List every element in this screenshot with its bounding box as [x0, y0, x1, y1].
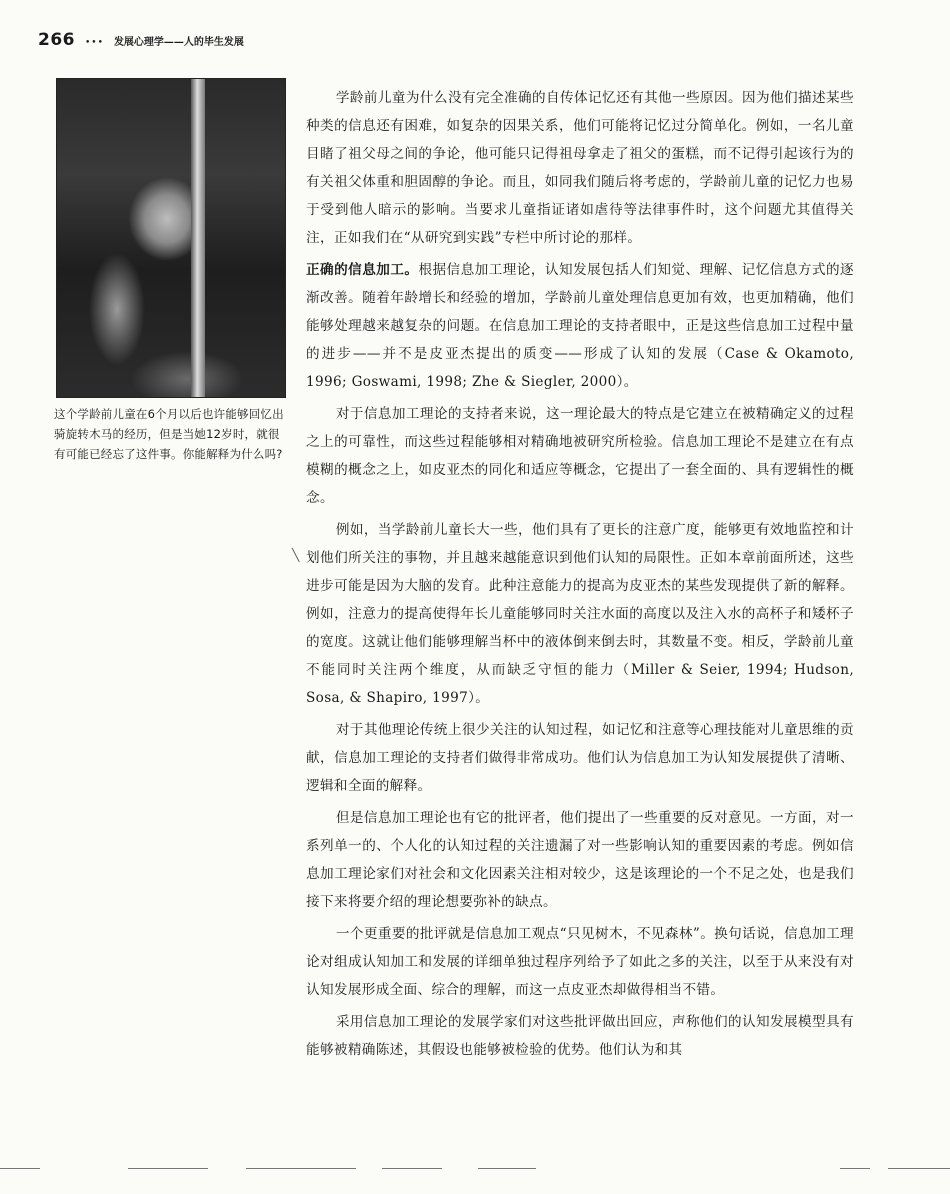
paragraph: 一个更重要的批评就是信息加工观点“只见树木，不见森林”。换句话说，信息加工理论对组成认知加工和发展的详细单独过程序列给予了如此之多的关注，以至于从来没有对认知发展形成全面、综合的理解，而这一点皮亚杰却做得相当不错。 — [306, 926, 854, 998]
scan-mark: ╲ — [292, 548, 300, 562]
footer-scan-lines — [0, 1168, 950, 1174]
paragraph: 对于信息加工理论的支持者来说，这一理论最大的特点是它建立在被精确定义的过程之上的可靠性，而这些过程能够相对精确地被研究所检验。信息加工理论不是建立在有点模糊的概念之上，如皮亚杰的同化和适应等概念，它提出了一套全面的、具有逻辑性的概念。 — [306, 406, 854, 506]
paragraph-text: 根据信息加工理论，认知发展包括人们知觉、理解、记忆信息方式的逐渐改善。随着年龄增长和经验的增加，学龄前儿童处理信息更加有效，也更加精确，他们能够处理越来越复杂的问题。在信息加工理论的支持者眼中，正是这些信息加工过程中量的进步——并不是皮亚杰提出的质变——形成了认知的发展（Case & Okamoto, 1996; Goswami, 1998; Zhe & Siegler, 2000）。 — [306, 262, 854, 390]
figure-caption: 这个学龄前儿童在6个月以后也许能够回忆出骑旋转木马的经历，但是当她12岁时，就很有可能已经忘了这件事。你能解释为什么吗? — [54, 407, 284, 461]
paragraph: 学龄前儿童为什么没有完全准确的自传体记忆还有其他一些原因。因为他们描述某些种类的信息还有困难，如复杂的因果关系，他们可能将记忆过分简单化。例如，一名儿童目睹了祖父母之间的争论，他可能只记得祖母拿走了祖父的蛋糕，而不记得引起该行为的有关祖父体重和胆固醇的争论。而且，如同我们随后将考虑的，学龄前儿童的记忆力也易于受到他人暗示的影响。当要求儿童指证诸如虐待等法律事件时，这个问题尤其值得关注，正如我们在“从研究到实践”专栏中所讨论的那样。 — [306, 90, 854, 246]
section-lead: 正确的信息加工。 — [306, 262, 419, 278]
page-number: 266 — [38, 30, 75, 50]
paragraph — [306, 256, 854, 396]
carousel-pole — [191, 79, 205, 397]
paragraph: 对于其他理论传统上很少关注的认知过程，如记忆和注意等心理技能对儿童思维的贡献，信息加工理论的支持者们做得非常成功。他们认为信息加工为认知发展提供了清晰、逻辑和全面的解释。 — [306, 722, 854, 794]
page-header — [38, 30, 244, 50]
paragraph: 采用信息加工理论的发展学家们对这些批评做出回应，声称他们的认知发展模型具有能够被精确陈述，其假设也能够被检验的优势。他们认为和其 — [306, 1014, 854, 1058]
running-title: 发展心理学——人的毕生发展 — [113, 37, 244, 48]
main-text — [306, 84, 854, 1068]
paragraph: 例如，当学龄前儿童长大一些，他们具有了更长的注意广度，能够更有效地监控和计划他们所关注的事物，并且越来越能意识到他们认知的局限性。正如本章前面所述，这些进步可能是因为大脑的发育。此种注意能力的提高为皮亚杰的某些发现提供了新的解释。例如，注意力的提高使得年长儿童能够同时关注水面的高度以及注入水的高杯子和矮杯子的宽度。这就让他们能够理解当杯中的液体倒来倒去时，其数量不变。相反，学龄前儿童不能同时关注两个维度，从而缺乏守恒的能力（Miller & Seier, 1994; Hudson, Sosa, & Shapiro, 1997）。 — [306, 522, 854, 706]
carousel-child-photo — [56, 78, 286, 398]
paragraph: 但是信息加工理论也有它的批评者，他们提出了一些重要的反对意见。一方面，对一系列单一的、个人化的认知过程的关注遗漏了对一些影响认知的重要因素的考虑。例如信息加工理论家们对社会和文化因素关注相对较少，这是该理论的一个不足之处，也是我们接下来将要介绍的理论想要弥补的缺点。 — [306, 810, 854, 910]
header-dots: ••• — [85, 38, 104, 48]
